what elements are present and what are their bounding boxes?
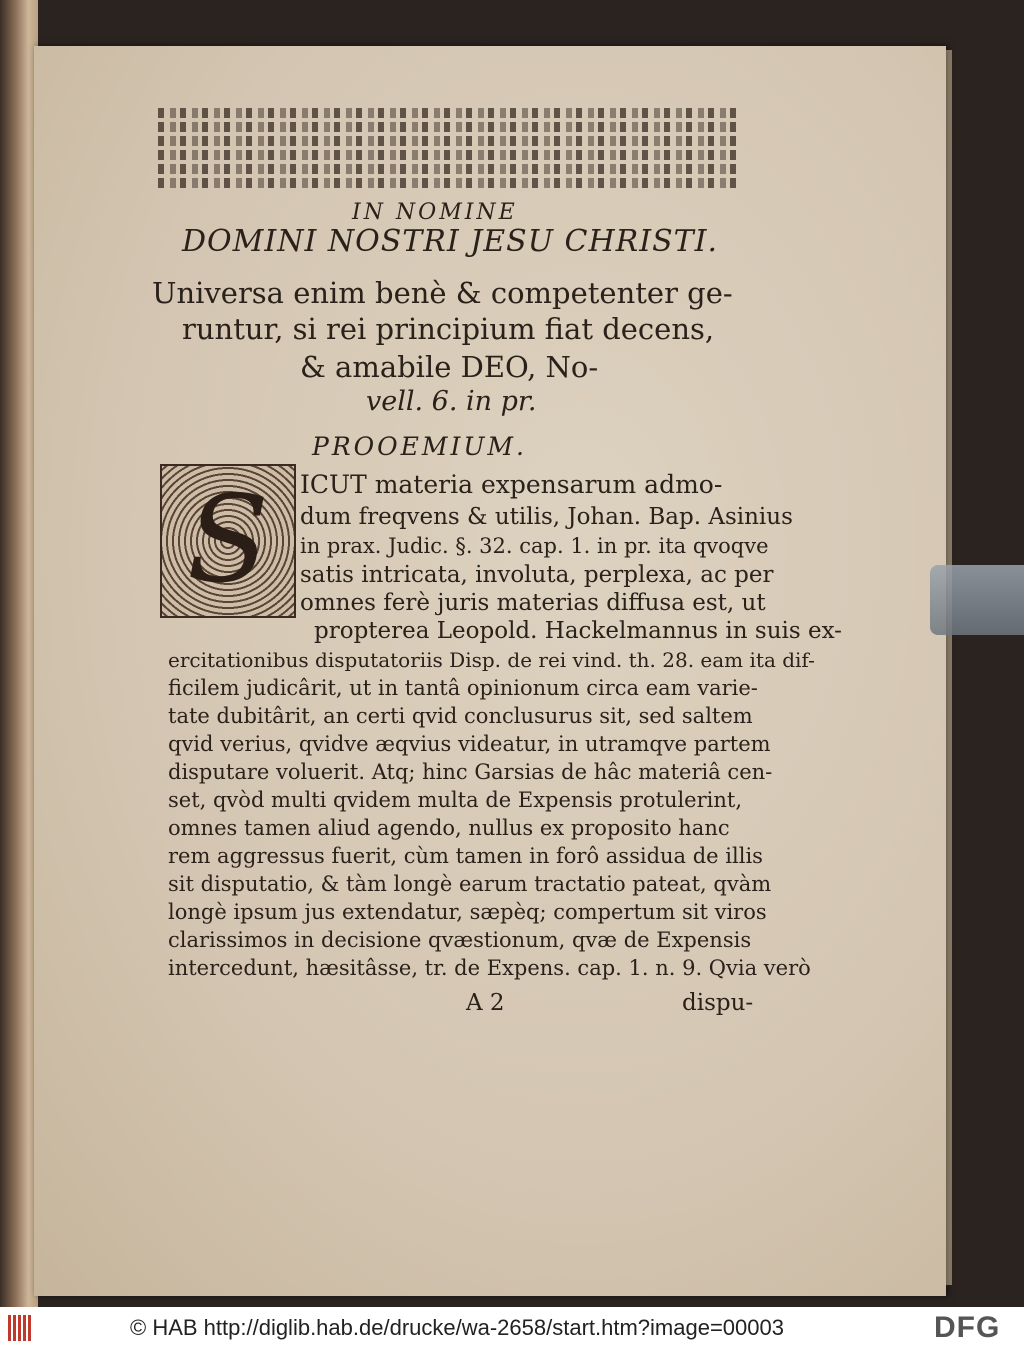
body-line: sit disputatio, & tàm longè earum tractatio pateat, qvàm bbox=[168, 872, 772, 896]
body-line: tate dubitârit, an certi qvid conclusurus sit, sed saltem bbox=[168, 704, 753, 728]
epigraph-line-3: & amabile DEO, No- bbox=[300, 350, 599, 384]
body-line: intercedunt, hæsitâsse, tr. de Expens. cap. 1. n. 9. Qvia verò bbox=[168, 956, 811, 980]
epigraph-line-2: runtur, si rei principium fiat decens, bbox=[182, 312, 715, 346]
hab-logo-icon bbox=[8, 1315, 32, 1341]
body-line: dum freqvens & utilis, Johan. Bap. Asinius bbox=[300, 504, 793, 530]
signature-mark: A 2 bbox=[466, 990, 505, 1016]
body-line: ficilem judicârit, ut in tantâ opinionum circa eam varie- bbox=[168, 676, 758, 700]
body-line: disputare voluerit. Atq; hinc Garsias de hâc materiâ cen- bbox=[168, 760, 773, 784]
body-line: qvid verius, qvidve æqvius videatur, in utramqve partem bbox=[168, 732, 771, 756]
ornamental-border bbox=[158, 108, 740, 188]
body-line: propterea Leopold. Hackelmannus in suis ex- bbox=[314, 618, 842, 644]
body-line: clarissimos in decisione qvæstionum, qvæ de Expensis bbox=[168, 928, 752, 952]
initial-letter: S bbox=[186, 471, 270, 610]
body-line: longè ipsum jus extendatur, sæpèq; compertum sit viros bbox=[168, 900, 767, 924]
body-line: set, qvòd multi qvidem multa de Expensis protulerint, bbox=[168, 788, 743, 812]
footer-credit[interactable]: © HAB http://diglib.hab.de/drucke/wa-2658/start.htm?image=00003 bbox=[130, 1315, 784, 1340]
bookmark-strip bbox=[930, 565, 1024, 635]
body-line: rem aggressus fuerit, cùm tamen in forô assidua de illis bbox=[168, 844, 763, 868]
body-line: in prax. Judic. §. 32. cap. 1. in pr. ita qvoqve bbox=[300, 534, 769, 558]
dfg-logo: DFG bbox=[934, 1311, 1001, 1344]
body-line: satis intricata, involuta, perplexa, ac per bbox=[300, 562, 774, 588]
heading-line-2: DOMINI NOSTRI JESU CHRISTI. bbox=[182, 224, 719, 259]
footer-bar bbox=[0, 1307, 1024, 1349]
decorated-initial bbox=[160, 464, 296, 618]
catchword: dispu- bbox=[682, 990, 754, 1016]
epigraph-line-4: vell. 6. in pr. bbox=[366, 386, 537, 417]
body-line: omnes tamen aliud agendo, nullus ex proposito hanc bbox=[168, 816, 730, 840]
body-line: ercitationibus disputatoriis Disp. de rei vind. th. 28. eam ita dif- bbox=[168, 648, 815, 672]
section-title: PROOEMIUM. bbox=[312, 432, 527, 461]
body-line: omnes ferè juris materias diffusa est, ut bbox=[300, 590, 766, 616]
epigraph-line-1: Universa enim benè & competenter ge- bbox=[152, 276, 733, 310]
book-spine bbox=[0, 0, 38, 1307]
body-line: ICUT materia expensarum admo- bbox=[300, 470, 723, 499]
heading-line-1: IN NOMINE bbox=[352, 200, 518, 225]
